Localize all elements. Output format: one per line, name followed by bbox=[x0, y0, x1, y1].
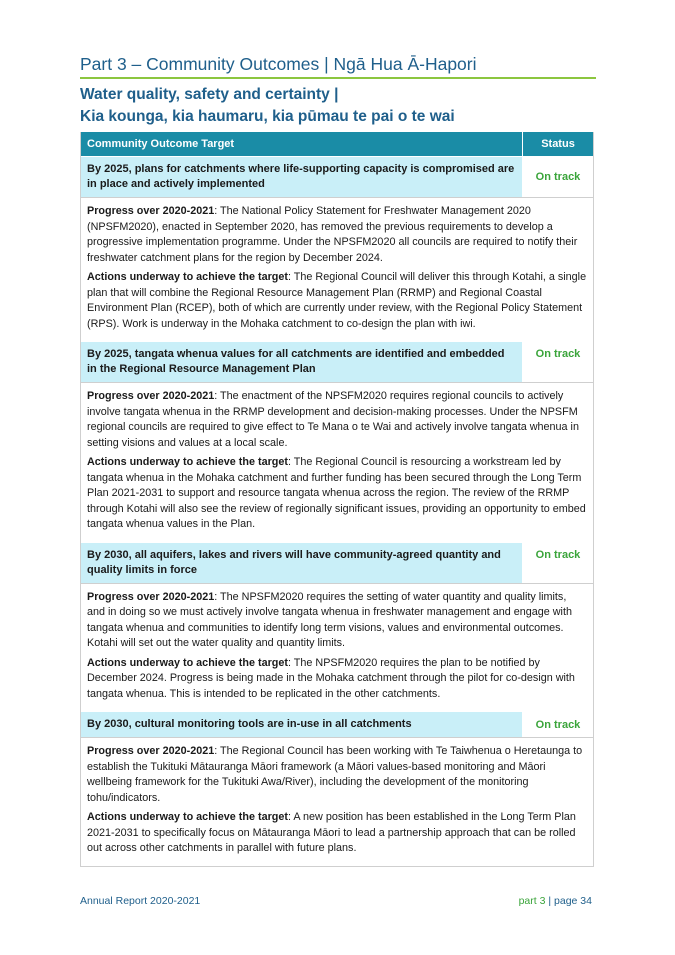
progress-paragraph bbox=[87, 389, 587, 451]
progress-paragraph bbox=[87, 590, 587, 652]
actions-text: : The Regional Council is resourcing a workstream led by tangata whenua in the Mohaka catchment and further funding has been secured through the Long Term Plan 2021-2031 to support and resource tangata whenua across the region. The review of the RRMP through Kotahi will also see the review of regionally significant issues, providing an opportunity to embed tangata whenua values in the Plan. bbox=[87, 456, 586, 530]
progress-paragraph bbox=[87, 204, 587, 266]
header-target: Community Outcome Target bbox=[81, 132, 523, 156]
progress-text: : The NPSFM2020 requires the setting of water quantity and quality limits, and in doing so we must actively involve tangata whenua in freshwater management and engage with tangata whenua and communities to identify long term visions, values and environmental outcomes. Kotahi will set out the water quality and quantity limits. bbox=[87, 590, 572, 649]
footer-page-info bbox=[519, 895, 592, 907]
outcome-table bbox=[80, 132, 594, 867]
target-row bbox=[81, 542, 593, 583]
progress-label: Progress over 2020-2021 bbox=[87, 590, 215, 603]
status-badge: On track bbox=[523, 157, 593, 197]
status-badge: On track bbox=[523, 543, 593, 583]
progress-label: Progress over 2020-2021 bbox=[87, 205, 215, 217]
target-text: By 2030, cultural monitoring tools are in-use in all catchments bbox=[81, 712, 523, 737]
target-text: By 2030, all aquifers, lakes and rivers will have community-agreed quantity and quality limits in force bbox=[81, 543, 523, 583]
target-row bbox=[81, 711, 593, 737]
target-text: By 2025, plans for catchments where life-supporting capacity is compromised are in place and actively implemented bbox=[81, 157, 523, 197]
progress-label: Progress over 2020-2021 bbox=[87, 745, 215, 757]
target-details bbox=[81, 583, 593, 712]
progress-text: : The enactment of the NPSFM2020 requires regional councils to actively involve tangata whenua in the RRMP development and decision-making processes. Under the NPSFM regional councils are required to give effect to Te Mana o te Wai and actively involve tangata whenua in setting visions and values at a local scale. bbox=[87, 390, 579, 449]
actions-label: Actions underway to achieve the target bbox=[87, 456, 288, 468]
target-details bbox=[81, 382, 593, 542]
target-details bbox=[81, 737, 593, 866]
actions-label: Actions underway to achieve the target bbox=[87, 656, 288, 669]
footer-report-title: Annual Report 2020-2021 bbox=[80, 895, 201, 907]
title-divider bbox=[80, 77, 596, 79]
part-title: Part 3 – Community Outcomes | Ngā Hua Ā-Hapori bbox=[80, 54, 477, 74]
status-badge: On track bbox=[523, 712, 593, 737]
actions-label: Actions underway to achieve the target bbox=[87, 811, 288, 823]
actions-label: Actions underway to achieve the target bbox=[87, 271, 288, 283]
status-badge: On track bbox=[523, 342, 593, 382]
footer-part: part 3 bbox=[518, 895, 546, 907]
target-text: By 2025, tangata whenua values for all catchments are identified and embedded in the Regional Resource Management Plan bbox=[81, 342, 523, 382]
actions-paragraph bbox=[87, 656, 587, 703]
target-details bbox=[81, 197, 593, 341]
target-row bbox=[81, 341, 593, 382]
section-title-maori: Kia kounga, kia haumaru, kia pūmau te pai o te wai bbox=[80, 108, 455, 125]
progress-paragraph bbox=[87, 744, 587, 806]
actions-paragraph bbox=[87, 810, 587, 857]
progress-text: : The National Policy Statement for Freshwater Management 2020 (NPSFM2020), enacted in September 2020, has removed the previous requirements to develop a progressive implementation programme. Under the NPSFM2020 all councils are required to notify their freshwater catchment plans for the region by December 2024. bbox=[87, 205, 578, 264]
footer-page-number: page 34 bbox=[554, 895, 592, 907]
actions-text: : The Regional Council will deliver this through Kotahi, a single plan that will combine the Regional Resource Management Plan (RRMP) and Regional Coastal Environment Plan (RCEP), both of which are currently under review, with the Regional Policy Statement (RPS). Work is underway in the Mohaka catchment to co-design the plan with iwi. bbox=[87, 271, 587, 330]
target-row bbox=[81, 156, 593, 197]
table-header bbox=[81, 132, 593, 156]
footer-separator: | bbox=[548, 895, 552, 907]
actions-text: : A new position has been established in the Long Term Plan 2021-2031 to specifically focus on Mātauranga Māori to lead a partnership approach that can be rolled out across other catchments in parallel with future plans. bbox=[87, 811, 576, 854]
actions-paragraph bbox=[87, 455, 587, 533]
section-title-english: Water quality, safety and certainty | bbox=[80, 86, 339, 103]
actions-paragraph bbox=[87, 270, 587, 332]
progress-label: Progress over 2020-2021 bbox=[87, 390, 215, 402]
progress-text: : The Regional Council has been working with Te Taiwhenua o Heretaunga to establish the Tukituki Mātauranga Māori framework (a Māori values-based monitoring and Māori wellbeing framework for the Tukituki Awa/River), including the development of the monitoring tohu/indicators. bbox=[87, 745, 583, 804]
header-status: Status bbox=[541, 138, 575, 150]
actions-text: : The NPSFM2020 requires the plan to be notified by December 2024. Progress is being made in the Mohaka catchment through the pilot for co-design with tangata whenua. This is intended to be replicated in the other catchments. bbox=[87, 656, 575, 700]
